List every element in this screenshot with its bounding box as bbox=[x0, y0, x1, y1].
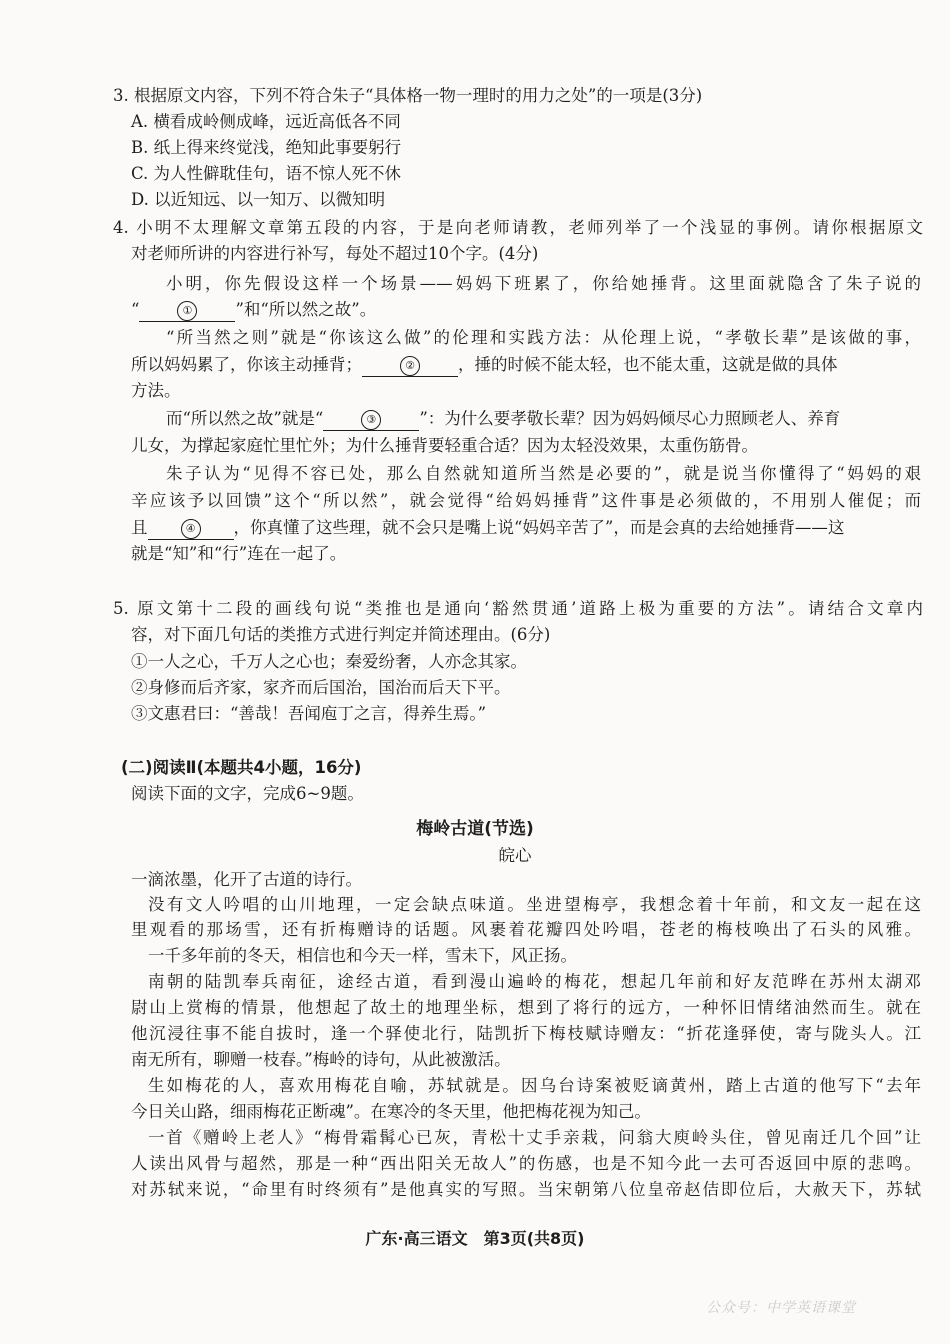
answer-blank-3[interactable] bbox=[323, 410, 419, 431]
blank-number-3: ③ bbox=[361, 410, 381, 430]
q5-item-2: ②身修而后齐家，家齐而后国治，国治而后天下平。 bbox=[131, 678, 511, 697]
q4-para1-line2 bbox=[131, 299, 376, 322]
watermark: 公众号：中学英语课堂 bbox=[706, 1300, 856, 1316]
article-line-6: 尉山上赏梅的情景，他想起了故土的地理坐标，想到了将行的远方，一种怀旧情绪油然而生。就在 bbox=[131, 998, 921, 1017]
section2-instruction: 阅读下面的文字，完成6~9题。 bbox=[131, 784, 364, 803]
article-line-13: 对苏轼来说，“命里有时终须有”是他真实的写照。当宋朝第八位皇帝赵佶即位后，大赦天下，苏轼 bbox=[131, 1180, 921, 1199]
q4-para4-line1: 朱子认为“见得不容已处，那么自然就知道所当然是必要的”，就是说当你懂得了“妈妈的艰 bbox=[166, 464, 921, 483]
q4-stem-line2: 对老师所讲的内容进行补写，每处不超过10个字。(4分) bbox=[131, 244, 539, 263]
q4-para1-suffix: ”和“所以然之故”。 bbox=[235, 300, 377, 319]
article-line-3: 里观看的那场雪，还有折梅赠诗的话题。风裹着花瓣四处吟唱，苍老的梅枝唤出了石头的风雅。 bbox=[131, 920, 921, 939]
q3-stem: 3. 根据原文内容，下列不符合朱子“具体格一物一理时的用力之处”的一项是(3分) bbox=[113, 86, 703, 105]
article-title: 梅岭古道(节选) bbox=[416, 819, 534, 839]
article-line-12: 人读出风骨与超然，那是一种“西出阳关无故人”的伤感，也是不知今此一去可否返回中原的悲鸣。 bbox=[131, 1154, 921, 1173]
article-line-9: 生如梅花的人，喜欢用梅花自喻，苏轼就是。因乌台诗案被贬谪黄州，踏上古道的他写下“去年 bbox=[148, 1076, 921, 1095]
q5-stem-line1: 5. 原文第十二段的画线句说“类推也是通向‘豁然贯通’道路上极为重要的方法”。请结合文章内 bbox=[113, 599, 923, 618]
q4-para4-line3 bbox=[131, 517, 844, 540]
q4-para2-prefix: 所以妈妈累了，你该主动捶背； bbox=[131, 355, 362, 374]
q4-para4-line4: 就是“知”和“行”连在一起了。 bbox=[131, 544, 347, 563]
q4-para1-prefix: “ bbox=[131, 300, 140, 319]
q4-para3-line1 bbox=[166, 408, 840, 431]
q3-option-a: A. 横看成岭侧成峰，远近高低各不同 bbox=[131, 112, 401, 131]
page-footer: 广东·高三语文 第3页(共8页) bbox=[365, 1229, 585, 1248]
q5-item-3: ③文惠君曰：“善哉！吾闻庖丁之言，得养生焉。” bbox=[131, 704, 487, 723]
blank-number-2: ② bbox=[400, 356, 420, 376]
article-line-2: 没有文人吟唱的山川地理，一定会缺点味道。坐进望梅亭，我想念着十年前，和文友一起在这 bbox=[148, 895, 921, 914]
answer-blank-1[interactable] bbox=[139, 301, 235, 322]
blank-number-4: ④ bbox=[181, 519, 201, 539]
q4-para2-suffix: ，捶的时候不能太轻，也不能太重，这就是做的具体 bbox=[458, 355, 838, 374]
article-line-4: 一千多年前的冬天，相信也和今天一样，雪未下，风正扬。 bbox=[148, 946, 577, 965]
article-line-10: 今日关山路，细雨梅花正断魂”。在寒冷的冬天里，他把梅花视为知己。 bbox=[131, 1102, 651, 1121]
article-line-11: 一首《赠岭上老人》“梅骨霜髯心已灰，青松十丈手亲栽，问翁大庾岭头住，曾见南迁几个回”让 bbox=[148, 1128, 921, 1147]
q4-para4-suffix: ，你真懂了这些理，就不会只是嘴上说“妈妈辛苦了”，而是会真的去给她捶背——这 bbox=[233, 518, 845, 537]
q4-stem-line1: 4. 小明不太理解文章第五段的内容，于是向老师请教，老师列举了一个浅显的事例。请你根据原文 bbox=[113, 218, 923, 237]
article-author: 皖心 bbox=[498, 846, 532, 865]
article-line-1: 一滴浓墨，化开了古道的诗行。 bbox=[131, 870, 362, 889]
q3-option-b: B. 纸上得来终觉浅，绝知此事要躬行 bbox=[131, 138, 402, 157]
q5-stem-line2: 容，对下面几句话的类推方式进行判定并简述理由。(6分) bbox=[131, 625, 551, 644]
q4-para3-line2: 儿女，为撑起家庭忙里忙外；为什么捶背要轻重合适？因为太轻没效果，太重伤筋骨。 bbox=[131, 436, 758, 455]
q4-para3-suffix: ”：为什么要孝敬长辈？因为妈妈倾尽心力照顾老人、养育 bbox=[419, 409, 841, 428]
blank-number-1: ① bbox=[177, 301, 197, 321]
q4-para2-line3: 方法。 bbox=[131, 381, 181, 400]
q4-para3-prefix: 而“所以然之故”就是“ bbox=[166, 409, 324, 428]
q4-para1-line1: 小明，你先假设这样一个场景——妈妈下班累了，你给她捶背。这里面就隐含了朱子说的 bbox=[166, 274, 921, 293]
answer-blank-2[interactable] bbox=[362, 356, 458, 377]
q4-para4-prefix: 且 bbox=[131, 518, 148, 537]
article-line-5: 南朝的陆凯奉兵南征，途经古道，看到漫山遍岭的梅花，想起几年前和好友范晔在苏州太湖邓 bbox=[148, 972, 921, 991]
q3-option-d: D. 以近知远、以一知万、以微知明 bbox=[131, 190, 386, 209]
answer-blank-4[interactable] bbox=[148, 519, 234, 540]
q4-para4-line2: 辛应该予以回馈”这个“所以然”，就会觉得“给妈妈捶背”这件事是必须做的，不用别人催促；而 bbox=[131, 491, 921, 510]
q4-para2-line2 bbox=[131, 354, 838, 377]
q3-option-c: C. 为人性僻耽佳句，语不惊人死不休 bbox=[131, 164, 402, 183]
section2-heading: (二)阅读Ⅱ(本题共4小题，16分) bbox=[121, 758, 362, 777]
q5-item-1: ①一人之心，千万人之心也；秦爱纷奢，人亦念其家。 bbox=[131, 652, 527, 671]
article-line-8: 南无所有，聊赠一枝春。”梅岭的诗句，从此被激活。 bbox=[131, 1050, 511, 1069]
q4-para2-line1: “所当然之则”就是“你该这么做”的伦理和实践方法：从伦理上说，“孝敬长辈”是该做的事， bbox=[166, 328, 921, 347]
article-line-7: 他沉浸往事不能自拔时，逢一个驿使北行，陆凯折下梅枝赋诗赠友：“折花逢驿使，寄与陇头人。江 bbox=[131, 1024, 921, 1043]
